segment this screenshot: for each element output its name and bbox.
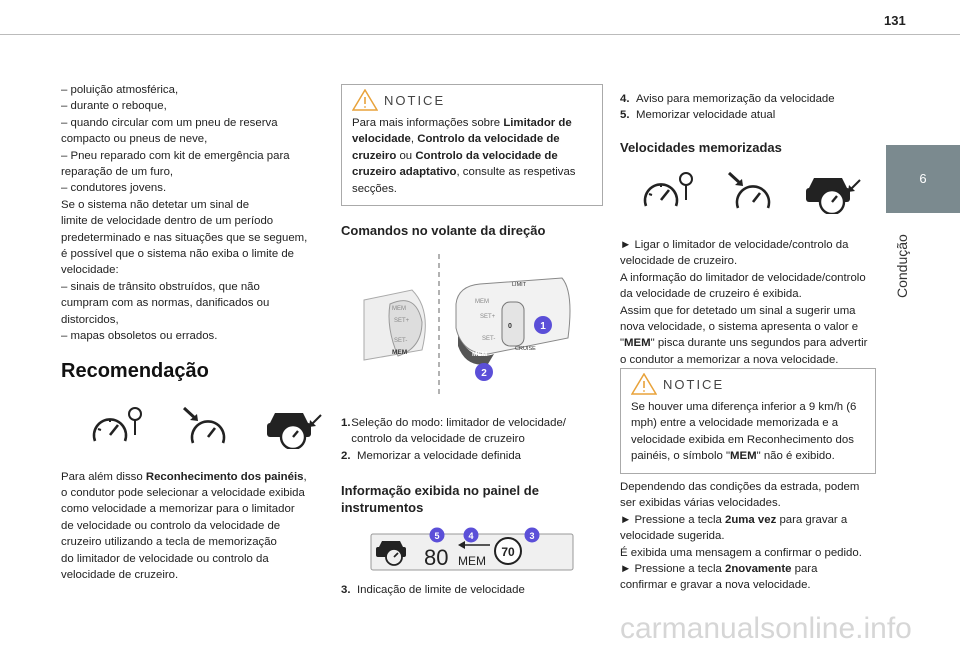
text-line: reparação de um furo,: [61, 166, 174, 179]
text-line: o condutor pode selecionar a velocidade exibida: [61, 486, 305, 499]
text-line: – condutores jovens.: [61, 182, 167, 195]
speedometer-arrow-icon: [726, 170, 776, 214]
notice-title: NOTICE: [384, 92, 446, 108]
speedometer-pin-icon: [89, 405, 147, 449]
memorized-speeds-text: ► Ligar o limitador de velocidade/controlo da velocidade de cruzeiro. A informação do limitador de velocidade/controlo da velocidade de cruzeiro é exibida. Assim que for detetado um sinal a sugerir uma nova velocidade, o sistema apresenta o valor e "MEM" pisca durante uns segundos para advertir o condutor a memorizar a nova velocidade.: [620, 237, 876, 368]
text-line: Se o sistema não detetar um sinal de: [61, 198, 250, 211]
text-line: ser exibidas várias velocidades.: [620, 497, 781, 510]
chapter-tab[interactable]: 6: [886, 145, 960, 213]
car-speedometer-icon: [804, 170, 862, 214]
text-line: velocidade exibida em Reconhecimento dos: [631, 433, 854, 446]
warning-icon: [352, 89, 378, 111]
notice-text: Se houver uma diferença inferior a 9 km/h (6 mph) entre a velocidade memorizada e a velocidade exibida em Reconhecimento dos painéis, o símbolo "MEM" não é exibido.: [621, 399, 875, 473]
text-line: Se houver uma diferença inferior a 9 km/h (6: [631, 401, 857, 413]
stalk-label-mem-left: MEM: [392, 306, 406, 312]
notice-box: [341, 84, 603, 206]
list-item: 2. Memorizar a velocidade definida: [341, 449, 521, 462]
text-line: velocidade de cruzeiro.: [620, 255, 738, 268]
callout-5-label: 5: [434, 531, 440, 541]
steering-controls-heading: Comandos no volante da direção: [341, 223, 546, 238]
callout-4-label: 4: [468, 531, 474, 541]
text-line: É exibida uma mensagem a confirmar o pedido.: [620, 546, 862, 559]
notice-text: Para mais informações sobre Limitador de velocidade, Controlo da velocidade de cruzeiro ou Controlo da velocidade de cruzeiro adaptativo, consulte as respetivas secções.: [352, 117, 576, 195]
text-line: – durante o reboque,: [61, 100, 167, 113]
display-mem: MEM: [458, 554, 486, 568]
stalk-label-cruise: CRUISE: [515, 346, 536, 352]
text-line: distorcidos,: [61, 313, 119, 326]
text-line: ► Ligar o limitador de velocidade/controlo da: [620, 239, 849, 251]
stalk-label-set-plus-left: SET+: [394, 318, 410, 324]
text-line: como velocidade a memorizar para o limitador: [61, 503, 295, 516]
display-speed: 80: [424, 545, 449, 570]
display-legend: [341, 582, 603, 598]
stalk-label-zero: 0: [508, 323, 512, 330]
text-line: – quando circular com um pneu de reserva: [61, 116, 278, 129]
text-line: de velocidade ou controlo da velocidade de: [61, 519, 281, 532]
display-legend-continued: [620, 91, 876, 124]
icon-row-2: [640, 170, 862, 214]
steering-stalk-diagram: [362, 252, 584, 398]
chapter-label: Condução: [894, 234, 910, 298]
text-line: velocidade de cruzeiro.: [61, 568, 179, 581]
text-line: – poluição atmosférica,: [61, 84, 179, 96]
notice-box-2: [620, 368, 876, 474]
icon-row: [89, 405, 326, 449]
display-limit: 70: [501, 545, 515, 559]
dashboard-info-heading: Informação exibida no painel de instrumentos: [341, 483, 539, 515]
stalk-label-set-plus: SET+: [480, 314, 496, 320]
text-line: da velocidade de cruzeiro é exibida.: [620, 288, 802, 301]
text-line: velocidade:: [61, 264, 119, 277]
text-line: predeterminado e nas situações que se seguem,: [61, 231, 308, 244]
page-number: 131: [884, 13, 906, 28]
list-item: 4. Aviso para memorização da velocidade: [620, 93, 835, 105]
header-rule: [0, 34, 960, 35]
text-line: cruzeiro utilizando a tecla de memorização: [61, 536, 277, 549]
text-line: – sinais de trânsito obstruídos, que não: [61, 280, 260, 293]
watermark: carmanualsonline.info: [620, 612, 912, 645]
text-line: Dependendo das condições da estrada, podem: [620, 481, 860, 493]
text-line: A informação do limitador de velocidade/controlo: [620, 271, 866, 284]
stalk-label-set-minus-left: SET-: [394, 338, 408, 344]
instrument-display: [370, 527, 575, 571]
section-heading: Recomendação: [61, 359, 209, 382]
text-line: Assim que for detetado um sinal a sugerir uma: [620, 304, 856, 317]
car-speedometer-icon: [265, 405, 323, 449]
text-line: cumpram com as normas, danificados ou: [61, 297, 270, 310]
warning-icon: [631, 373, 657, 395]
text-line: velocidade sugerida.: [620, 530, 725, 543]
stalk-label-mem-button-left: MEM: [392, 349, 408, 356]
notice-title: NOTICE: [663, 376, 725, 392]
list-item: 5. Memorizar velocidade atual: [620, 109, 776, 122]
stalk-label-limit: LIMIT: [512, 282, 527, 288]
stalk-label-mem-button: MEM: [472, 351, 488, 358]
stalk-label-set-minus: SET-: [482, 336, 496, 342]
list-item: 1. Seleção do modo: limitador de velocidade/ controlo da velocidade de cruzeiro: [341, 417, 566, 446]
condition-list: [61, 82, 326, 345]
text-line: compacto ou pneus de neve,: [61, 133, 208, 146]
text-line: do limitador de velocidade ou controlo da: [61, 552, 269, 565]
text-line: nova velocidade, o sistema apresenta o valor e: [620, 321, 859, 334]
speedometer-arrow-icon: [181, 405, 231, 449]
text-line: mph) entre a velocidade memorizada e a: [631, 417, 839, 430]
instructions-text: Dependendo das condições da estrada, podem ser exibidas várias velocidades. ► Pressione a tecla 2uma vez para gravar a velocidade sugerida. É exibida uma mensagem a confirmar o pedido. ► Pressione a tecla 2novamente para confirmar e gravar a nova velocidade.: [620, 479, 876, 594]
text-line: – Pneu reparado com kit de emergência para: [61, 149, 290, 162]
text-line: é possível que o sistema não exiba o limite de: [61, 248, 295, 261]
speedometer-pin-icon: [640, 170, 698, 214]
text-line: limite de velocidade dentro de um período: [61, 215, 274, 228]
recommendation-paragraph: Para além disso Reconhecimento dos painéis, o condutor pode selecionar a velocidade exibida como velocidade a memorizar para o limitador de velocidade ou controlo da velocidade de cruzeiro utilizando a tecla de memorização do limitador de velocidade ou controlo da velocidade de cruzeiro.: [61, 469, 326, 584]
list-item: 3. Indicação de limite de velocidade: [341, 584, 525, 596]
controls-legend: [341, 415, 603, 464]
stalk-label-mem-top: MEM: [475, 299, 489, 305]
memorized-speeds-heading: Velocidades memorizadas: [620, 140, 782, 155]
text-line: – mapas obsoletos ou errados.: [61, 330, 218, 343]
callout-1-label: 1: [540, 321, 546, 332]
column-1: [61, 82, 326, 583]
callout-3-label: 3: [529, 531, 535, 541]
callout-2-label: 2: [481, 368, 487, 379]
